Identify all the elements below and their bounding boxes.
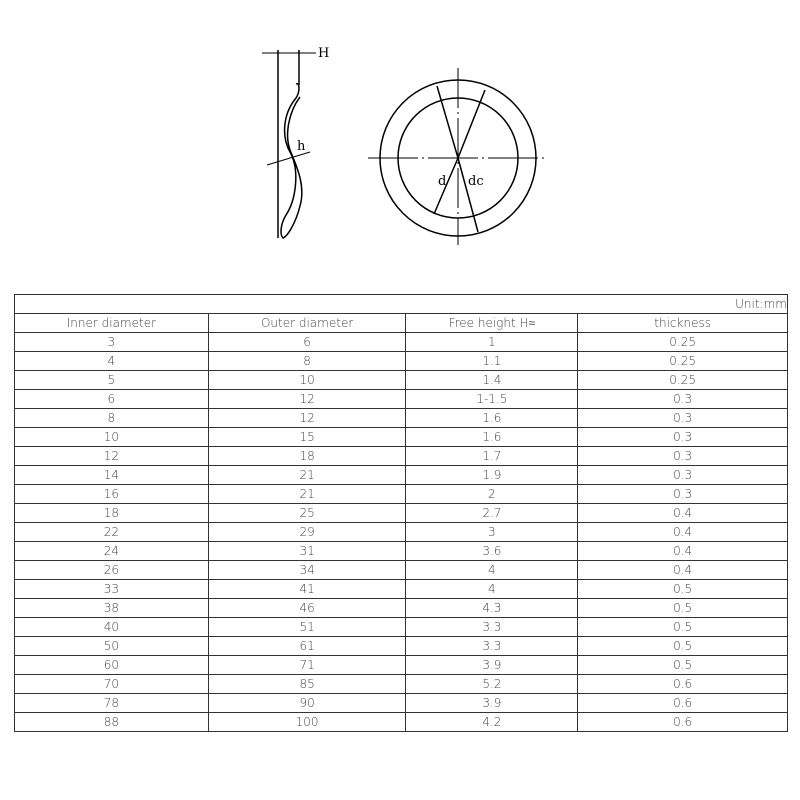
outer-diameter-cell: 41 bbox=[208, 580, 406, 599]
thickness-cell: 0.3 bbox=[578, 390, 788, 409]
free-height-cell: 1 bbox=[406, 333, 578, 352]
thickness-cell: 0.3 bbox=[578, 409, 788, 428]
thickness-cell: 0.25 bbox=[578, 352, 788, 371]
thickness-cell: 0.4 bbox=[578, 542, 788, 561]
inner-diameter-cell: 4 bbox=[15, 352, 209, 371]
thickness-cell: 0.6 bbox=[578, 694, 788, 713]
free-height-cell: 3.9 bbox=[406, 656, 578, 675]
side-view bbox=[262, 50, 316, 238]
table-row bbox=[15, 466, 788, 485]
outer-diameter-cell: 85 bbox=[208, 675, 406, 694]
inner-diameter-cell: 18 bbox=[15, 504, 209, 523]
outer-diameter-cell: 31 bbox=[208, 542, 406, 561]
thickness-cell: 0.3 bbox=[578, 447, 788, 466]
table-row bbox=[15, 713, 788, 732]
wave-washer-diagram bbox=[0, 0, 800, 280]
label-dc: dc bbox=[468, 174, 484, 189]
table-row bbox=[15, 618, 788, 637]
table-row bbox=[15, 580, 788, 599]
free-height-cell: 1.4 bbox=[406, 371, 578, 390]
label-H: H bbox=[318, 46, 330, 61]
thickness-cell: 0.5 bbox=[578, 637, 788, 656]
free-height-cell: 5.2 bbox=[406, 675, 578, 694]
outer-diameter-cell: 21 bbox=[208, 485, 406, 504]
table-row bbox=[15, 637, 788, 656]
thickness-cell: 0.25 bbox=[578, 371, 788, 390]
table-row bbox=[15, 371, 788, 390]
outer-diameter-cell: 10 bbox=[208, 371, 406, 390]
header-row bbox=[15, 314, 788, 333]
thickness-cell: 0.6 bbox=[578, 713, 788, 732]
header-free-height: Free height H≈ bbox=[406, 314, 578, 333]
inner-diameter-cell: 24 bbox=[15, 542, 209, 561]
header-inner-diameter: Inner diameter bbox=[15, 314, 209, 333]
thickness-cell: 0.3 bbox=[578, 428, 788, 447]
table-row bbox=[15, 333, 788, 352]
outer-diameter-cell: 100 bbox=[208, 713, 406, 732]
outer-diameter-cell: 51 bbox=[208, 618, 406, 637]
table-row bbox=[15, 542, 788, 561]
thickness-cell: 0.3 bbox=[578, 485, 788, 504]
thickness-cell: 0.5 bbox=[578, 618, 788, 637]
table-row bbox=[15, 485, 788, 504]
table-row bbox=[15, 352, 788, 371]
table-row bbox=[15, 561, 788, 580]
outer-diameter-cell: 12 bbox=[208, 390, 406, 409]
outer-diameter-cell: 46 bbox=[208, 599, 406, 618]
thickness-cell: 0.4 bbox=[578, 523, 788, 542]
inner-diameter-cell: 5 bbox=[15, 371, 209, 390]
header-thickness: thickness bbox=[578, 314, 788, 333]
inner-diameter-cell: 40 bbox=[15, 618, 209, 637]
inner-diameter-cell: 16 bbox=[15, 485, 209, 504]
thickness-cell: 0.4 bbox=[578, 561, 788, 580]
outer-diameter-cell: 90 bbox=[208, 694, 406, 713]
specification-table bbox=[14, 294, 788, 732]
thickness-cell: 0.4 bbox=[578, 504, 788, 523]
free-height-cell: 3 bbox=[406, 523, 578, 542]
inner-diameter-cell: 88 bbox=[15, 713, 209, 732]
table-row bbox=[15, 694, 788, 713]
thickness-cell: 0.5 bbox=[578, 599, 788, 618]
inner-diameter-cell: 12 bbox=[15, 447, 209, 466]
free-height-cell: 4.3 bbox=[406, 599, 578, 618]
free-height-cell: 4 bbox=[406, 580, 578, 599]
inner-diameter-cell: 3 bbox=[15, 333, 209, 352]
inner-diameter-cell: 14 bbox=[15, 466, 209, 485]
front-view bbox=[368, 68, 545, 245]
label-d: d bbox=[438, 174, 447, 189]
free-height-cell: 1.6 bbox=[406, 428, 578, 447]
free-height-cell: 1.1 bbox=[406, 352, 578, 371]
free-height-cell: 2 bbox=[406, 485, 578, 504]
outer-diameter-cell: 12 bbox=[208, 409, 406, 428]
table-row bbox=[15, 447, 788, 466]
free-height-cell: 1.6 bbox=[406, 409, 578, 428]
table-row bbox=[15, 599, 788, 618]
outer-diameter-cell: 25 bbox=[208, 504, 406, 523]
free-height-cell: 3.6 bbox=[406, 542, 578, 561]
outer-diameter-cell: 8 bbox=[208, 352, 406, 371]
free-height-cell: 4 bbox=[406, 561, 578, 580]
inner-diameter-cell: 8 bbox=[15, 409, 209, 428]
thickness-cell: 0.5 bbox=[578, 580, 788, 599]
inner-diameter-cell: 50 bbox=[15, 637, 209, 656]
free-height-cell: 1.9 bbox=[406, 466, 578, 485]
outer-diameter-cell: 61 bbox=[208, 637, 406, 656]
free-height-cell: 2.7 bbox=[406, 504, 578, 523]
outer-diameter-cell: 71 bbox=[208, 656, 406, 675]
thickness-cell: 0.6 bbox=[578, 675, 788, 694]
unit-row bbox=[15, 295, 788, 314]
table-row bbox=[15, 428, 788, 447]
inner-diameter-cell: 60 bbox=[15, 656, 209, 675]
inner-diameter-cell: 33 bbox=[15, 580, 209, 599]
outer-diameter-cell: 29 bbox=[208, 523, 406, 542]
inner-diameter-cell: 26 bbox=[15, 561, 209, 580]
thickness-cell: 0.5 bbox=[578, 656, 788, 675]
inner-diameter-cell: 22 bbox=[15, 523, 209, 542]
inner-diameter-cell: 38 bbox=[15, 599, 209, 618]
table-row bbox=[15, 409, 788, 428]
outer-diameter-cell: 6 bbox=[208, 333, 406, 352]
header-outer-diameter: Outer diameter bbox=[208, 314, 406, 333]
outer-diameter-cell: 21 bbox=[208, 466, 406, 485]
label-h: h bbox=[297, 139, 306, 154]
table-row bbox=[15, 656, 788, 675]
free-height-cell: 4.2 bbox=[406, 713, 578, 732]
inner-diameter-cell: 6 bbox=[15, 390, 209, 409]
thickness-cell: 0.3 bbox=[578, 466, 788, 485]
inner-diameter-cell: 10 bbox=[15, 428, 209, 447]
table-row bbox=[15, 675, 788, 694]
free-height-cell: 3.3 bbox=[406, 618, 578, 637]
outer-diameter-cell: 34 bbox=[208, 561, 406, 580]
outer-diameter-cell: 15 bbox=[208, 428, 406, 447]
free-height-cell: 1.7 bbox=[406, 447, 578, 466]
thickness-cell: 0.25 bbox=[578, 333, 788, 352]
free-height-cell: 1-1.5 bbox=[406, 390, 578, 409]
inner-diameter-cell: 78 bbox=[15, 694, 209, 713]
table-row bbox=[15, 523, 788, 542]
table-row bbox=[15, 504, 788, 523]
table-row bbox=[15, 390, 788, 409]
free-height-cell: 3.9 bbox=[406, 694, 578, 713]
free-height-cell: 3.3 bbox=[406, 637, 578, 656]
outer-diameter-cell: 18 bbox=[208, 447, 406, 466]
inner-diameter-cell: 70 bbox=[15, 675, 209, 694]
unit-label: Unit:mm bbox=[15, 295, 788, 314]
